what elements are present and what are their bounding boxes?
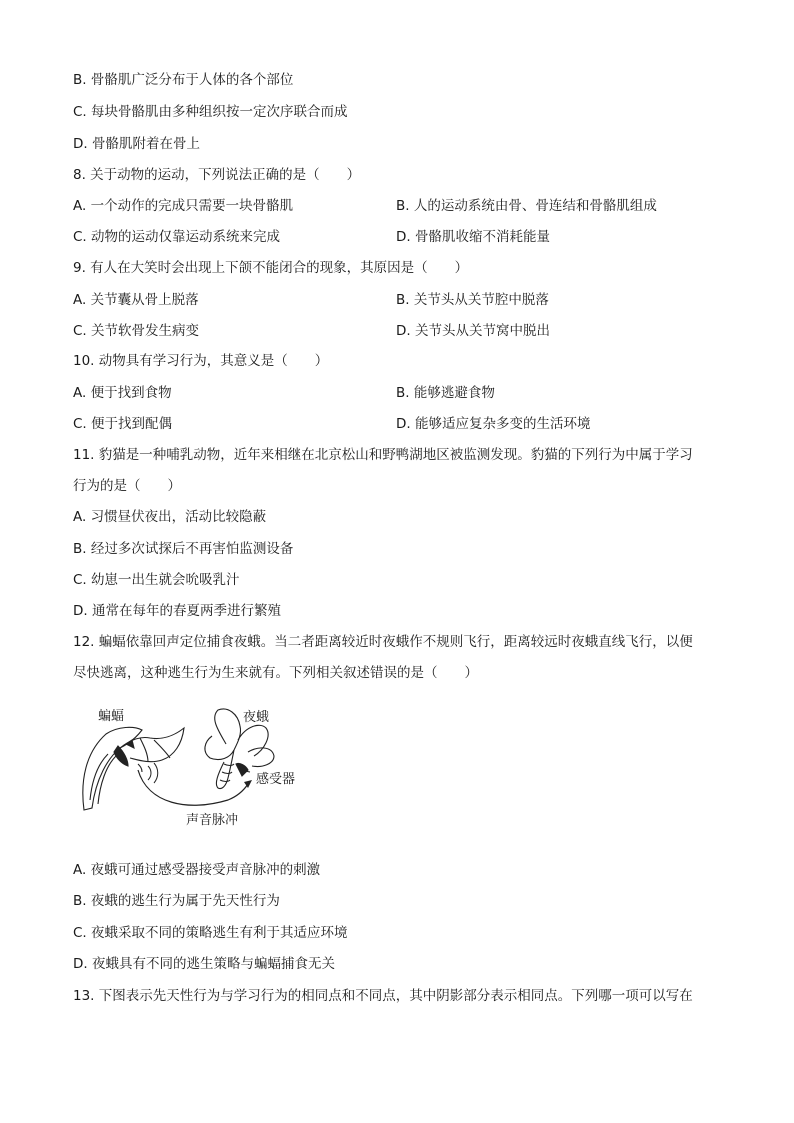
- q12-stem-line2: 尽快逃离，这种逃生行为生来就有。下列相关叙述错误的是（ ）: [73, 665, 478, 681]
- q12-stem-line1: 12. 蝙蝠依靠回声定位捕食夜蛾。当二者距离较近时夜蛾作不规则飞行，距离较远时夜蛾直线飞行，以便: [73, 634, 693, 650]
- q10-option-c: C. 便于找到配偶: [73, 416, 173, 432]
- moth-label: 夜蛾: [243, 710, 270, 725]
- q9-option-d: D. 关节头从关节窝中脱出: [396, 323, 550, 339]
- q10-option-d: D. 能够适应复杂多变的生活环境: [396, 416, 591, 432]
- q11-option-b: B. 经过多次试探后不再害怕监测设备: [73, 541, 294, 557]
- q8-option-b: B. 人的运动系统由骨、骨连结和骨骼肌组成: [396, 198, 657, 214]
- q8-option-c: C. 动物的运动仅靠运动系统来完成: [73, 229, 281, 245]
- q11-option-c: C. 幼崽一出生就会吮吸乳汁: [73, 572, 240, 588]
- q11-stem-line2: 行为的是（ ）: [73, 478, 181, 494]
- q11-stem-line1: 11. 豹猫是一种哺乳动物，近年来相继在北京松山和野鸭湖地区被监测发现。豹猫的下列行为中属于学习: [73, 447, 693, 463]
- q12-option-b: B. 夜蛾的逃生行为属于先天性行为: [73, 893, 280, 909]
- q9-option-c: C. 关节软骨发生病变: [73, 323, 200, 339]
- bat-label: 蝙蝠: [98, 709, 125, 724]
- q7-option-b: B. 骨骼肌广泛分布于人体的各个部位: [73, 72, 294, 88]
- pulse-arc: [138, 770, 248, 805]
- q9-option-b: B. 关节头从关节腔中脱落: [396, 292, 549, 308]
- q12-option-c: C. 夜蛾采取不同的策略逃生有利于其适应环境: [73, 925, 348, 941]
- q8-option-a: A. 一个动作的完成只需要一块骨骼肌: [73, 198, 294, 214]
- sound-waves: [148, 763, 158, 783]
- receptor-label: 感受器: [256, 772, 296, 787]
- bat-moth-figure: [78, 700, 318, 830]
- q9-stem: 9. 有人在大笑时会出现上下颌不能闭合的现象，其原因是（ ）: [73, 260, 469, 276]
- q11-option-d: D. 通常在每年的春夏两季进行繁殖: [73, 603, 281, 619]
- q9-option-a: A. 关节囊从骨上脱落: [73, 292, 199, 308]
- q7-option-d: D. 骨骼肌附着在骨上: [73, 136, 200, 152]
- q12-option-a: A. 夜蛾可通过感受器接受声音脉冲的刺激: [73, 862, 321, 878]
- q8-option-d: D. 骨骼肌收缩不消耗能量: [396, 229, 550, 245]
- q13-stem-line1: 13. 下图表示先天性行为与学习行为的相同点和不同点，其中阴影部分表示相同点。下列哪一项可以写在: [73, 988, 693, 1004]
- q10-stem: 10. 动物具有学习行为，其意义是（ ）: [73, 353, 329, 369]
- q11-option-a: A. 习惯昼伏夜出，活动比较隐蔽: [73, 509, 267, 525]
- bat-drawing: [83, 727, 184, 810]
- q10-option-a: A. 便于找到食物: [73, 385, 172, 401]
- q7-option-c: C. 每块骨骼肌由多种组织按一定次序联合而成: [73, 104, 348, 120]
- pulse-label: 声音脉冲: [186, 813, 239, 828]
- q8-stem: 8. 关于动物的运动，下列说法正确的是（ ）: [73, 167, 361, 183]
- q12-option-d: D. 夜蛾具有不同的逃生策略与蝙蝠捕食无关: [73, 956, 335, 972]
- bat-moth-diagram: [78, 700, 318, 830]
- q10-option-b: B. 能够逃避食物: [396, 385, 495, 401]
